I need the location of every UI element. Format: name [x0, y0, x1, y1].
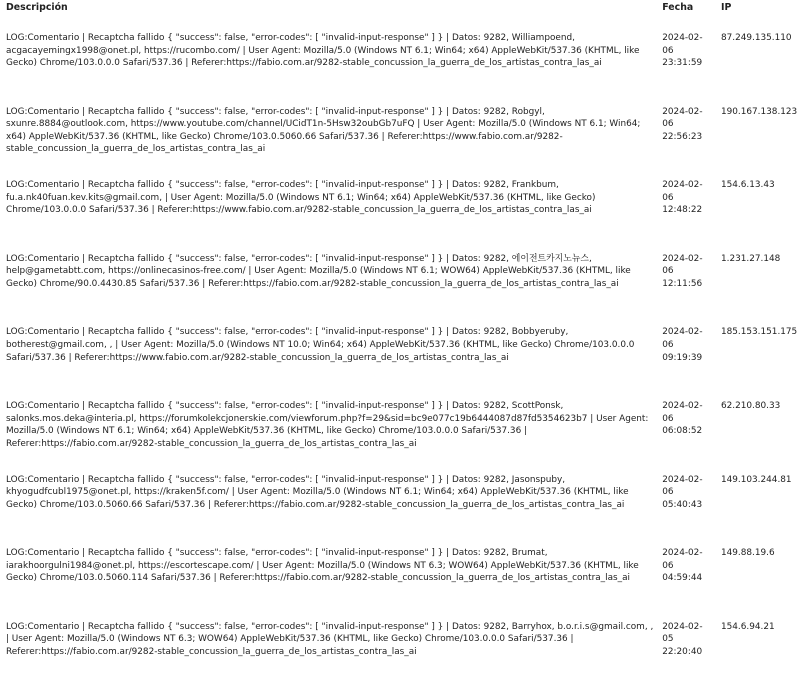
row-ip: 154.6.94.21: [720, 621, 775, 632]
row-description: LOG:Comentario | Recaptcha fallido { "success": false, "error-codes": [ "invalid-input-response" ] } | Datos: 9282, Williampoend, acgacayemingx1998@onet.pl, https://rucombo.com/ | User Agent: Mozilla/5.0 (Windows NT 6.1; Win64; x64) AppleWebKit/537.36 (KHTML, like Gecko) Chrome/103.0.0.0 Safari/537.36 | Referer:https://fabio.com.ar/9282-stable_concussion_la_guerra_de_los_artistas_contra_las_ai: [6, 33, 640, 69]
table-row: [4, 315, 798, 389]
row-date-line2: 06: [662, 487, 674, 498]
table-row: [4, 95, 798, 169]
table-header: [4, 0, 798, 20]
row-time: 05:40:43: [662, 499, 703, 510]
table-row: [4, 536, 798, 610]
row-date-line1: 2024-02-: [662, 327, 703, 338]
row-ip: 149.88.19.6: [720, 548, 775, 559]
table-row: [4, 168, 798, 242]
row-ip: 149.103.244.81: [720, 474, 792, 485]
row-date: [660, 168, 719, 242]
row-date-line1: 2024-02-: [662, 548, 703, 559]
table-row: [4, 389, 798, 463]
row-date-line1: 2024-02-: [662, 621, 703, 632]
row-time: 06:08:52: [662, 426, 703, 437]
row-date: [660, 242, 719, 316]
row-date-line1: 2024-02-: [662, 33, 703, 43]
row-date: [660, 389, 719, 463]
row-date: [660, 610, 719, 683]
row-time: 22:56:23: [662, 131, 703, 142]
row-date-line1: 2024-02-: [662, 180, 703, 191]
row-time: 04:59:44: [662, 573, 703, 584]
row-time: 12:48:22: [662, 205, 703, 216]
row-date-line2: 06: [662, 119, 674, 130]
row-description: LOG:Comentario | Recaptcha fallido { "success": false, "error-codes": [ "invalid-input-response" ] } | Datos: 9282, Robgyl, sxunre.8884@outlook.com, https://www.youtube.com/channel/UCidT1n-5Hsw32oubGb7uFQ | User Agent: Mozilla/5.0 (Windows NT 6.1; Win64; x64) AppleWebKit/537.36 (KHTML, like Gecko) Chrome/103.0.5060.66 Safari/537.36 | Referer:https://www.fabio.com.ar/9282-stable_concussion_la_guerra_de_los_artistas_contra_las_ai: [6, 106, 641, 155]
row-time: 12:11:56: [662, 278, 703, 289]
row-date-line2: 06: [662, 413, 674, 424]
table-row: [4, 610, 798, 683]
row-description: LOG:Comentario | Recaptcha fallido { "success": false, "error-codes": [ "invalid-input-response" ] } | Datos: 9282, Barryhox, b.o.r.i.s@gmail.com, , | User Agent: Mozilla/5.0 (Windows NT 6.3; WOW64) AppleWebKit/537.36 (KHTML, like Gecko) Chrome/103.0.0.0 Safari/537.36 | Referer:https://fabio.com.ar/9282-stable_concussion_la_guerra_de_los_artistas_contra_las_ai: [6, 621, 654, 657]
row-description: LOG:Comentario | Recaptcha fallido { "success": false, "error-codes": [ "invalid-input-response" ] } | Datos: 9282, 에이전트카지노뉴스, help@gametabtt.com, https://onlinecasinos-free.com/ | User Agent: Mozilla/5.0 (Windows NT 6.1; WOW64) AppleWebKit/537.36 (KHTML, like Gecko) Chrome/90.0.4430.85 Safari/537.36 | Referer:https://fabio.com.ar/9282-stable_concussion_la_guerra_de_los_artistas_contra_las_ai: [6, 253, 631, 289]
row-date-line2: 06: [662, 339, 674, 350]
row-date-line1: 2024-02-: [662, 474, 703, 485]
column-header-description: Descripción: [6, 2, 68, 13]
row-date-line1: 2024-02-: [662, 253, 703, 264]
row-date-line2: 06: [662, 45, 674, 56]
row-date-line1: 2024-02-: [662, 106, 703, 117]
row-description: LOG:Comentario | Recaptcha fallido { "success": false, "error-codes": [ "invalid-input-response" ] } | Datos: 9282, Frankbum, fu.a.nk40fuan.kev.kits@gmail.com, | User Agent: Mozilla/5.0 (Windows NT 6.1; Win64; x64) AppleWebKit/537.36 (KHTML, like Gecko) Chrome/103.0.0.0 Safari/537.36 | Referer:https://www.fabio.com.ar/9282-stable_concussion_la_guerra_de_los_artistas_contra_las_ai: [6, 180, 596, 216]
row-time: 09:19:39: [662, 352, 703, 363]
row-date: [660, 463, 719, 537]
table-row: [4, 20, 798, 95]
row-description: LOG:Comentario | Recaptcha fallido { "success": false, "error-codes": [ "invalid-input-response" ] } | Datos: 9282, Brumat, iarakhoorgulni1984@onet.pl, https://escortescape.com/ | User Agent: Mozilla/5.0 (Windows NT 6.3; WOW64) AppleWebKit/537.36 (KHTML, like Gecko) Chrome/103.0.5060.114 Safari/537.36 | Referer:https://fabio.com.ar/9282-stable_concussion_la_guerra_de_los_artistas_contra_las_ai: [6, 548, 639, 584]
row-date-line2: 06: [662, 192, 674, 203]
row-description: LOG:Comentario | Recaptcha fallido { "success": false, "error-codes": [ "invalid-input-response" ] } | Datos: 9282, Jasonspuby, khyogudfcubl1975@onet.pl, https://kraken5f.com/ | User Agent: Mozilla/5.0 (Windows NT 6.1; Win64; x64) AppleWebKit/537.36 (KHTML, like Gecko) Chrome/103.0.5060.66 Safari/537.36 | Referer:https://fabio.com.ar/9282-stable_concussion_la_guerra_de_los_artistas_contra_las_ai: [6, 474, 629, 510]
row-date: [660, 536, 719, 610]
row-date: [660, 95, 719, 169]
row-date: [660, 20, 719, 95]
row-date: [660, 315, 719, 389]
row-ip: 190.167.138.123: [720, 106, 798, 117]
row-date-line2: 06: [662, 560, 674, 571]
table-row: [4, 463, 798, 537]
table-row: [4, 242, 798, 316]
row-description: LOG:Comentario | Recaptcha fallido { "success": false, "error-codes": [ "invalid-input-response" ] } | Datos: 9282, Bobbyeruby, botherest@gmail.com, , | User Agent: Mozilla/5.0 (Windows NT 10.0; Win64; x64) AppleWebKit/537.36 (KHTML, like Gecko) Chrome/103.0.0.0 Safari/537.36 | Referer:https://www.fabio.com.ar/9282-stable_concussion_la_guerra_de_los_artistas_contra_las_ai: [6, 327, 635, 363]
row-date-line2: 05: [662, 634, 674, 645]
row-ip: 185.153.151.175: [720, 327, 798, 338]
row-ip: 62.210.80.33: [720, 400, 781, 411]
row-time: 22:20:40: [662, 646, 703, 657]
column-header-ip: IP: [720, 2, 732, 13]
row-date-line2: 06: [662, 266, 674, 277]
row-time: 23:31:59: [662, 58, 703, 69]
table-header-row: [4, 0, 798, 20]
row-ip: 1.231.27.148: [720, 253, 781, 264]
row-ip: 154.6.13.43: [720, 180, 775, 191]
log-table: [4, 0, 798, 683]
column-header-date: Fecha: [662, 2, 694, 13]
row-ip: 87.249.135.110: [720, 33, 792, 43]
row-date-line1: 2024-02-: [662, 400, 703, 411]
row-description: LOG:Comentario | Recaptcha fallido { "success": false, "error-codes": [ "invalid-input-response" ] } | Datos: 9282, ScottPonsk, salonks.mos.deka@interia.pl, https://forumkolekcjonerskie.com/viewforum.php?f=29&sid=bc9e077c19b6444087d87fd5354623b7 | User Agent: Mozilla/5.0 (Windows NT 6.1; Win64; x64) AppleWebKit/537.36 (KHTML, like Gecko) Chrome/103.0.0.0 Safari/537.36 | Referer:https://fabio.com.ar/9282-stable_concussion_la_guerra_de_los_artistas_contra_las_ai: [6, 400, 649, 449]
table-body: [4, 20, 798, 683]
